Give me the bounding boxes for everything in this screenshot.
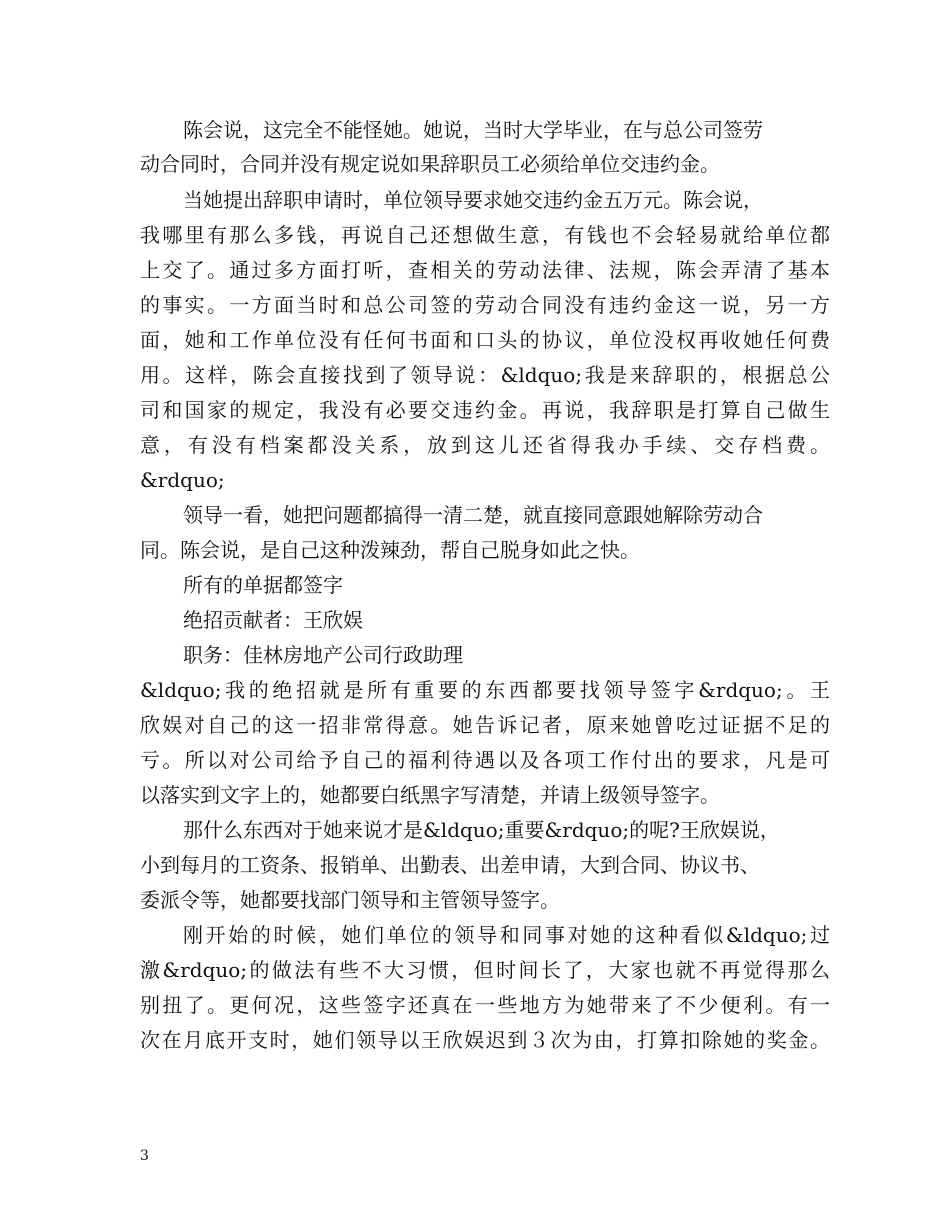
section-heading: 所有的单据都签字 [183,573,343,597]
text-line: 小到每月的工资条、报销单、出勤表、出差申请，大到合同、协议书、 [140,853,760,877]
text-line: 委派令等，她都要找部门领导和主管领导签字。 [140,888,560,912]
text-line: 刚开始的时候，她们单位的领导和同事对她的这种看似&ldquo;过 [183,923,830,947]
text-line: 亏。所以对公司给予自己的福利待遇以及各项工作付出的要求，凡是可 [140,748,830,772]
text-line: 别扭了。更何况，这些签字还真在一些地方为她带来了不少便利。有一 [140,993,830,1017]
text-line: 用。这样，陈会直接找到了领导说：&ldquo;我是来辞职的，根据总公 [140,363,830,387]
text-line: &rdquo; [140,468,225,492]
text-line: 上交了。通过多方面打听，查相关的劳动法律、法规，陈会弄清了基本 [140,258,830,282]
text-line: 欣娱对自己的这一招非常得意。她告诉记者，原来她曾吃过证据不足的 [140,713,830,737]
text-line: 意，有没有档案都没关系，放到这儿还省得我办手续、交存档费。 [140,433,830,457]
text-line: 以落实到文字上的，她都要白纸黑字写清楚，并请上级领导签字。 [140,783,720,807]
text-line: 激&rdquo;的做法有些不大习惯，但时间长了，大家也就不再觉得那么 [140,958,830,982]
text-line: 我哪里有那么多钱，再说自己还想做生意，有钱也不会轻易就给单位都 [140,223,830,247]
text-line: 陈会说，这完全不能怪她。她说，当时大学毕业，在与总公司签劳 [183,118,763,142]
text-line: 领导一看，她把问题都搞得一清二楚，就直接同意跟她解除劳动合 [183,503,763,527]
text-line: 次在月底开支时，她们领导以王欣娱迟到３次为由，打算扣除她的奖金。 [140,1028,830,1052]
text-line: 面，她和工作单位没有任何书面和口头的协议，单位没权再收她任何费 [140,328,830,352]
page-number: 3 [140,1148,149,1164]
text-line: &ldquo;我的绝招就是所有重要的东西都要找领导签字&rdquo;。王 [140,678,830,702]
text-line: 司和国家的规定，我没有必要交违约金。再说，我辞职是打算自己做生 [140,398,830,422]
position-line: 职务：佳林房地产公司行政助理 [183,643,463,667]
text-line: 那什么东西对于她来说才是&ldquo;重要&rdquo;的呢?王欣娱说， [183,818,780,842]
text-line: 动合同时，合同并没有规定说如果辞职员工必须给单位交违约金。 [140,152,720,176]
contributor-line: 绝招贡献者：王欣娱 [183,608,363,632]
text-line: 同。陈会说，是自己这种泼辣劲，帮自己脱身如此之快。 [140,538,640,562]
text-line: 当她提出辞职申请时，单位领导要求她交违约金五万元。陈会说， [183,188,763,212]
text-line: 的事实。一方面当时和总公司签的劳动合同没有违约金这一说，另一方 [140,293,830,317]
